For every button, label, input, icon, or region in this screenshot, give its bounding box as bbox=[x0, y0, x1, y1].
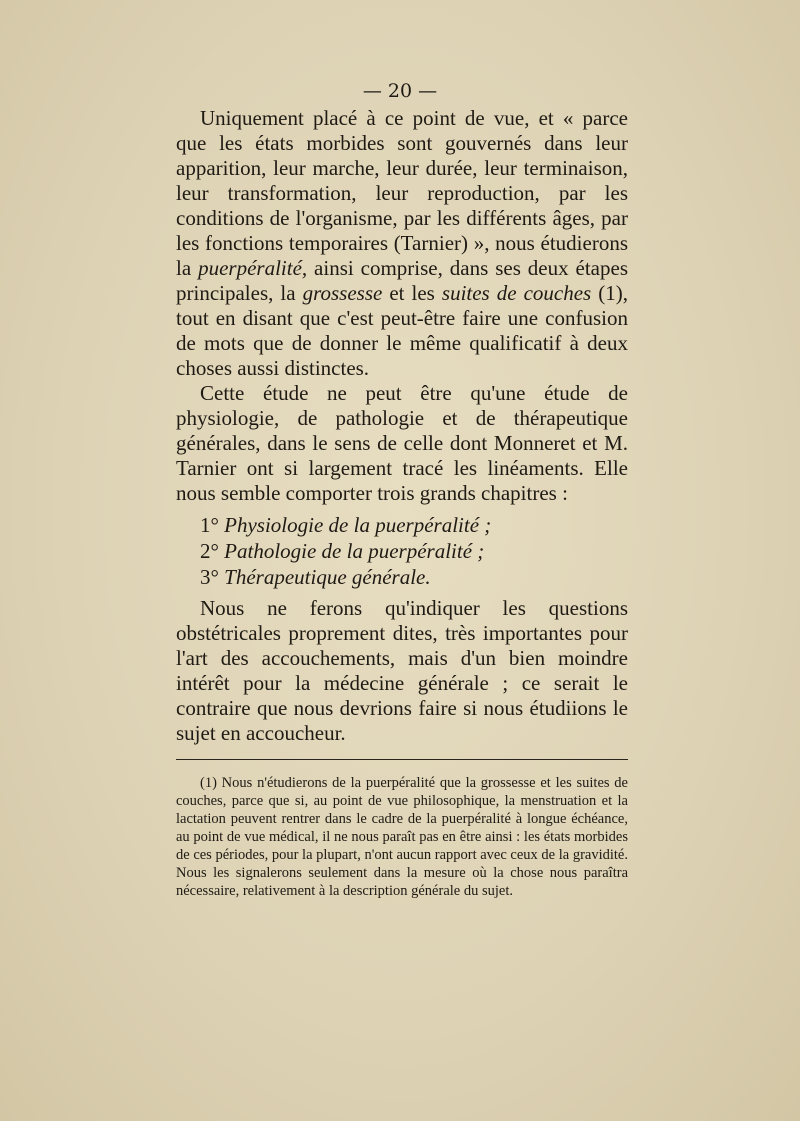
list-item: 2° Pathologie de la puerpéralité ; bbox=[200, 539, 485, 563]
list-item: 1° Physiologie de la puerpéralité ; bbox=[200, 513, 492, 537]
page-number: — 20 — bbox=[362, 80, 438, 102]
footnote-text: (1) Nous n'étudierons de la puerpéralité que la grossesse et les suites de couches, parce que si, au point de vue philosophique, la menstruation et la lactation peuvent rentrer dans le cadre de la puerpéralité à longue échéance, au point de vue médical, il ne nous paraît pas en être ainsi : les états morbides de ces périodes, pour la plupart, n'ont aucun rapport avec ceux de la gravidité. Nous les signalerons seulement dans la mesure où la chose nous paraîtra nécessaire, relativement à la description générale du sujet. bbox=[176, 775, 628, 899]
main-text-bottom bbox=[176, 596, 628, 746]
chapter-list bbox=[200, 512, 628, 590]
paragraph-2: Cette étude ne peut être qu'une étude de physiologie, de pathologie et de thérapeutique générales, dans le sens de celle dont Monneret et M. Tarnier ont si largement tracé les linéaments. Elle nous semble comporter trois grands chapitres : bbox=[176, 381, 628, 505]
list-item: 3° Thérapeutique générale. bbox=[200, 565, 431, 589]
paragraph-3: Nous ne ferons qu'indiquer les questions obstétricales proprement dites, très importantes pour l'art des accouchements, mais d'un bien moindre intérêt pour la médecine générale ; ce serait le contraire que nous devrions faire si nous étudiions le sujet en accoucheur. bbox=[176, 596, 628, 745]
paragraph-1: Uniquement placé à ce point de vue, et « parce que les états morbides sont gouvernés dans leur apparition, leur marche, leur durée, leur terminaison, leur transformation, leur reproduction, par les conditions de l'organisme, par les différents âges, par les fonctions temporaires (Tarnier) », nous étudierons la puerpéralité, ainsi comprise, dans ses deux étapes principales, la grossesse et les suites de couches (1), tout en disant que c'est peut-être faire une confusion de mots que de donner le même qualificatif à deux choses aussi distinctes. bbox=[176, 106, 628, 380]
footnote bbox=[176, 774, 628, 900]
footnote-divider bbox=[176, 759, 628, 760]
main-text-top bbox=[176, 106, 628, 590]
